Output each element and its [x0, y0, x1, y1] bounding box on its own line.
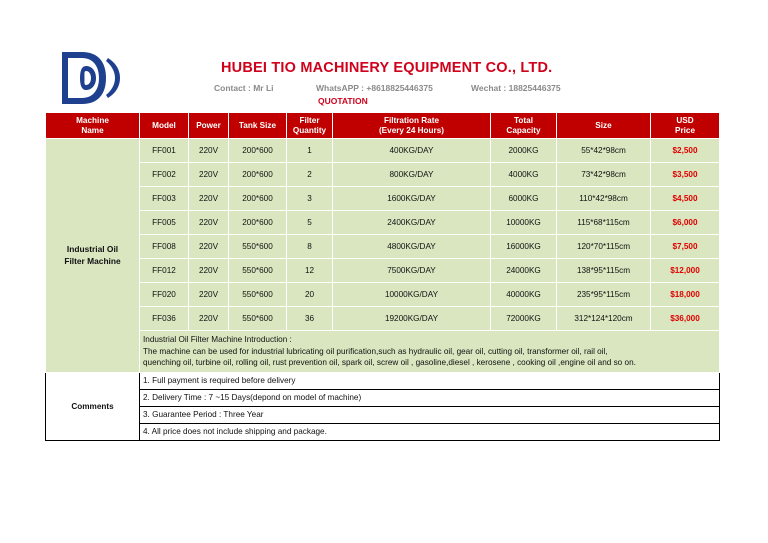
rate-cell: 19200KG/DAY	[333, 307, 491, 331]
rate-cell: 400KG/DAY	[333, 139, 491, 163]
power-cell: 220V	[189, 259, 229, 283]
model-cell: FF036	[140, 307, 189, 331]
intro-title: Industrial Oil Filter Machine Introduction :	[143, 335, 292, 344]
size-cell: 55*42*98cm	[557, 139, 651, 163]
rate-cell: 10000KG/DAY	[333, 283, 491, 307]
tank-cell: 200*600	[229, 211, 287, 235]
comment-row	[46, 423, 720, 440]
capacity-cell: 6000KG	[491, 187, 557, 211]
header-machine-name: Machine Name	[46, 113, 140, 139]
price-cell: $36,000	[651, 307, 720, 331]
filter-qty-cell: 12	[287, 259, 333, 283]
company-name: HUBEI TIO MACHINERY EQUIPMENT CO., LTD.	[221, 60, 553, 76]
size-cell: 73*42*98cm	[557, 163, 651, 187]
model-cell: FF005	[140, 211, 189, 235]
model-cell: FF001	[140, 139, 189, 163]
table-row	[46, 283, 720, 307]
price-cell: $2,500	[651, 139, 720, 163]
intro-cell	[140, 331, 720, 373]
tio-logo-icon	[58, 50, 124, 106]
header-model: Model	[140, 113, 189, 139]
model-cell: FF012	[140, 259, 189, 283]
capacity-cell: 2000KG	[491, 139, 557, 163]
power-cell: 220V	[189, 187, 229, 211]
power-cell: 220V	[189, 139, 229, 163]
quotation-table	[45, 112, 720, 441]
table-row	[46, 235, 720, 259]
comment-row	[46, 406, 720, 423]
power-cell: 220V	[189, 163, 229, 187]
power-cell: 220V	[189, 283, 229, 307]
whatsapp-number: WhatsAPP : +8618825446375	[316, 83, 433, 93]
tank-cell: 550*600	[229, 307, 287, 331]
capacity-cell: 4000KG	[491, 163, 557, 187]
filter-qty-cell: 5	[287, 211, 333, 235]
comment-item: 4. All price does not include shipping and package.	[140, 423, 720, 440]
comment-row	[46, 372, 720, 389]
size-cell: 235*95*115cm	[557, 283, 651, 307]
comment-row	[46, 389, 720, 406]
size-cell: 110*42*98cm	[557, 187, 651, 211]
price-cell: $7,500	[651, 235, 720, 259]
table-row	[46, 259, 720, 283]
table-header-row	[46, 113, 720, 139]
price-cell: $6,000	[651, 211, 720, 235]
capacity-cell: 16000KG	[491, 235, 557, 259]
intro-row	[46, 331, 720, 373]
tank-cell: 550*600	[229, 283, 287, 307]
table-row	[46, 163, 720, 187]
header-filter-quantity: Filter Quantity	[287, 113, 333, 139]
comment-item: 3. Guarantee Period : Three Year	[140, 406, 720, 423]
header-tank-size: Tank Size	[229, 113, 287, 139]
tank-cell: 550*600	[229, 259, 287, 283]
power-cell: 220V	[189, 307, 229, 331]
header-total-capacity: Total Capacity	[491, 113, 557, 139]
table-row	[46, 211, 720, 235]
size-cell: 138*95*115cm	[557, 259, 651, 283]
wechat-id: Wechat : 18825446375	[471, 83, 561, 93]
category-cell: Industrial Oil Filter Machine	[46, 139, 140, 373]
table-row	[46, 187, 720, 211]
model-cell: FF003	[140, 187, 189, 211]
table-row	[46, 139, 720, 163]
model-cell: FF008	[140, 235, 189, 259]
model-cell: FF020	[140, 283, 189, 307]
tank-cell: 200*600	[229, 163, 287, 187]
rate-cell: 1600KG/DAY	[333, 187, 491, 211]
price-cell: $4,500	[651, 187, 720, 211]
power-cell: 220V	[189, 235, 229, 259]
tank-cell: 200*600	[229, 187, 287, 211]
capacity-cell: 40000KG	[491, 283, 557, 307]
header-filtration-rate: Filtration Rate (Every 24 Hours)	[333, 113, 491, 139]
quotation-title: QUOTATION	[318, 96, 368, 106]
filter-qty-cell: 2	[287, 163, 333, 187]
price-cell: $12,000	[651, 259, 720, 283]
filter-qty-cell: 8	[287, 235, 333, 259]
power-cell: 220V	[189, 211, 229, 235]
size-cell: 312*124*120cm	[557, 307, 651, 331]
rate-cell: 2400KG/DAY	[333, 211, 491, 235]
table-row	[46, 307, 720, 331]
price-cell: $3,500	[651, 163, 720, 187]
intro-text-line-1: The machine can be used for industrial lubricating oil purification,such as hydraulic oil, gear oil, cutting oil, transformer oil, rail oil,	[143, 346, 608, 356]
comment-item: 2. Delivery Time : 7 ~15 Days(depond on model of machine)	[140, 389, 720, 406]
rate-cell: 4800KG/DAY	[333, 235, 491, 259]
model-cell: FF002	[140, 163, 189, 187]
header-size: Size	[557, 113, 651, 139]
filter-qty-cell: 36	[287, 307, 333, 331]
capacity-cell: 72000KG	[491, 307, 557, 331]
header-usd-price: USD Price	[651, 113, 720, 139]
comments-label: Comments	[46, 372, 140, 440]
capacity-cell: 24000KG	[491, 259, 557, 283]
filter-qty-cell: 3	[287, 187, 333, 211]
rate-cell: 7500KG/DAY	[333, 259, 491, 283]
tank-cell: 550*600	[229, 235, 287, 259]
intro-text-line-2: quenching oil, turbine oil, rolling oil, rust prevention oil, spark oil, screw oil , gasoline,diesel , kerosene , cooking oil ,engine oil and so on.	[143, 358, 636, 367]
filter-qty-cell: 1	[287, 139, 333, 163]
contact-person: Contact : Mr Li	[214, 83, 274, 93]
header-power: Power	[189, 113, 229, 139]
filter-qty-cell: 20	[287, 283, 333, 307]
price-cell: $18,000	[651, 283, 720, 307]
capacity-cell: 10000KG	[491, 211, 557, 235]
size-cell: 115*68*115cm	[557, 211, 651, 235]
comment-item: 1. Full payment is required before delivery	[140, 372, 720, 389]
rate-cell: 800KG/DAY	[333, 163, 491, 187]
size-cell: 120*70*115cm	[557, 235, 651, 259]
tank-cell: 200*600	[229, 139, 287, 163]
